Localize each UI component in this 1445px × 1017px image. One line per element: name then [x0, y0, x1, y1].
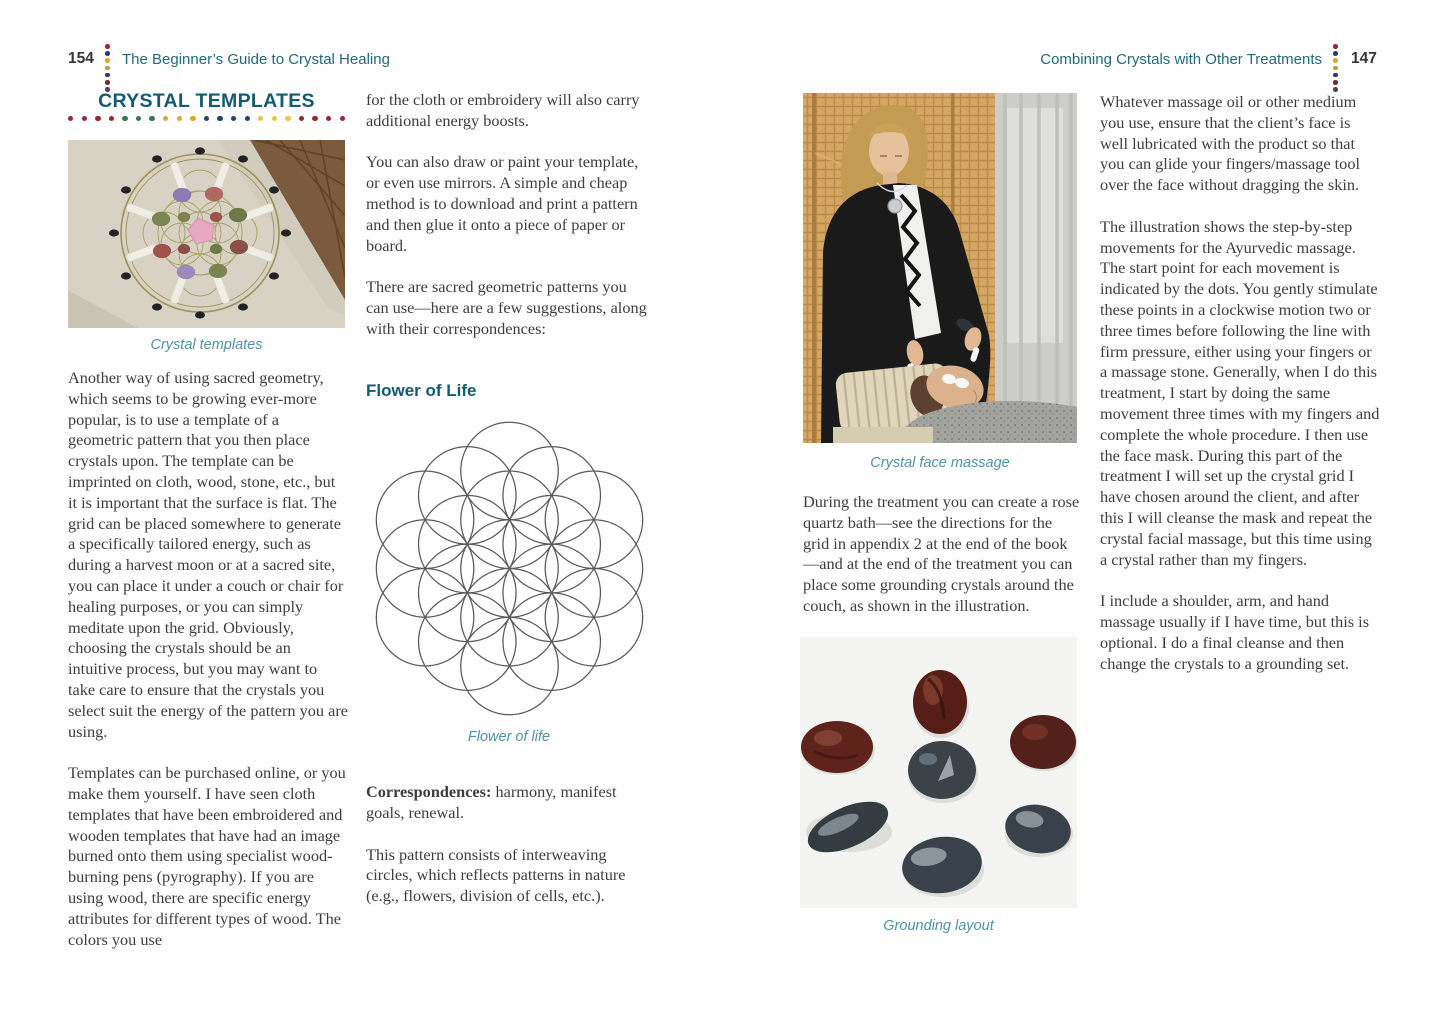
paragraph: The illustration shows the step-by-step movements for the Ayurvedic massage. The start point for each movement is indicated by the dots. You gently stimulate these points in a clockwise motion two or three times before following the line with firm pressure, either using your fingers or a massage stone. Generally, when I do this treatment, I start by doing the same movement three times with my fingers and complete the whole procedure. I then use the face mask. During this part of the treatment I will set up the crystal grid I have chosen around the client, and after this I will cleanse the mask and repeat the crystal facial massage, but this time using a crystal rather than my fingers.	[1100, 216, 1380, 569]
right-page-right-column-text	[1100, 92, 1381, 674]
paragraph: Another way of using sacred geometry, which seems to be growing ever-more popular, is to use a template of a geometric pattern that you then place crystals upon. The template can be imprinted on cloth, wood, stone, etc., but it is important that the surface is flat. The grid can be placed somewhere to generate a specifically tailored energy, such as during a harvest moon or at a sacred site, you can place it under a couch or chair for healing purposes, or you can simply meditate upon the grid. Obviously, choosing the crystals should be an intuitive process, but you may want to take care to ensure that the crystals you select suit the energy of the pattern you are using.	[68, 368, 348, 741]
right-page-number: 147	[1351, 50, 1377, 67]
photo-caption: Crystal face massage	[870, 455, 1010, 471]
middle-column-text-bottom	[366, 782, 652, 907]
paragraph: There are sacred geometric patterns you can use—here are a few suggestions, along with their correspondences:	[366, 277, 647, 338]
right-header-dots	[1333, 44, 1338, 92]
paragraph: You can also draw or paint your template, or even use mirrors. A simple and cheap method is to download and print a pattern and then glue it onto a piece of paper or board.	[366, 152, 639, 255]
paragraph: Templates can be purchased online, or you make them yourself. I have seen cloth templates that have been embroidered and wooden templates that have had an image burned onto them using specialist wood-burning pens (pyrography). If you are using wood, there are specific energy attributes for different types of wood. The colors you use	[68, 763, 346, 949]
right-running-head: Combining Crystals with Other Treatments	[1040, 51, 1322, 68]
correspondences-paragraph	[366, 782, 652, 824]
correspondences-label: Correspondences:	[366, 782, 492, 801]
left-column-text	[68, 368, 348, 950]
photo-caption: Grounding layout	[883, 918, 994, 934]
crystal-templates-photo	[68, 140, 345, 328]
paragraph: During the treatment you can create a rose quartz bath—see the directions for the grid in appendix 2 at the end of the book—and at the end of the treatment you can place some grounding crystals around the couch, as shown in the illustration.	[803, 492, 1080, 615]
right-page-left-column-text	[803, 492, 1081, 617]
section-heading-dots	[68, 116, 345, 121]
paragraph: Whatever massage oil or other medium you use, ensure that the client’s face is well lubricated with the product so that you can glide your fingers/massage tool over the face without dragging the skin.	[1100, 92, 1360, 195]
correspondences-text: harmony, manifest goals, renewal.	[366, 782, 617, 822]
left-header-dots	[105, 44, 110, 92]
middle-column-text-top	[366, 90, 652, 340]
photo-caption: Crystal templates	[150, 337, 263, 353]
left-page-number: 154	[68, 50, 94, 67]
flower-of-life-heading: Flower of Life	[366, 381, 477, 400]
grounding-layout-photo	[800, 637, 1077, 908]
paragraph: This pattern consists of interweaving circles, which reflects patterns in nature (e.g., flowers, division of cells, etc.).	[366, 844, 626, 906]
crystal-face-massage-figure	[803, 93, 1077, 471]
crystal-templates-figure	[68, 140, 345, 353]
section-heading: CRYSTAL TEMPLATES	[98, 90, 315, 112]
grounding-layout-figure	[800, 637, 1077, 934]
paragraph: for the cloth or embroidery will also carry additional energy boosts.	[366, 90, 640, 130]
crystal-face-massage-photo	[803, 93, 1077, 443]
flower-of-life-figure	[366, 420, 652, 745]
figure-caption: Flower of life	[467, 729, 551, 745]
left-running-head: The Beginner’s Guide to Crystal Healing	[122, 51, 390, 68]
flower-of-life-drawing	[373, 420, 646, 717]
paragraph: I include a shoulder, arm, and hand massage usually if I have time, but this is optional. I do a final cleanse and then change the crystals to a grounding set.	[1100, 591, 1370, 673]
